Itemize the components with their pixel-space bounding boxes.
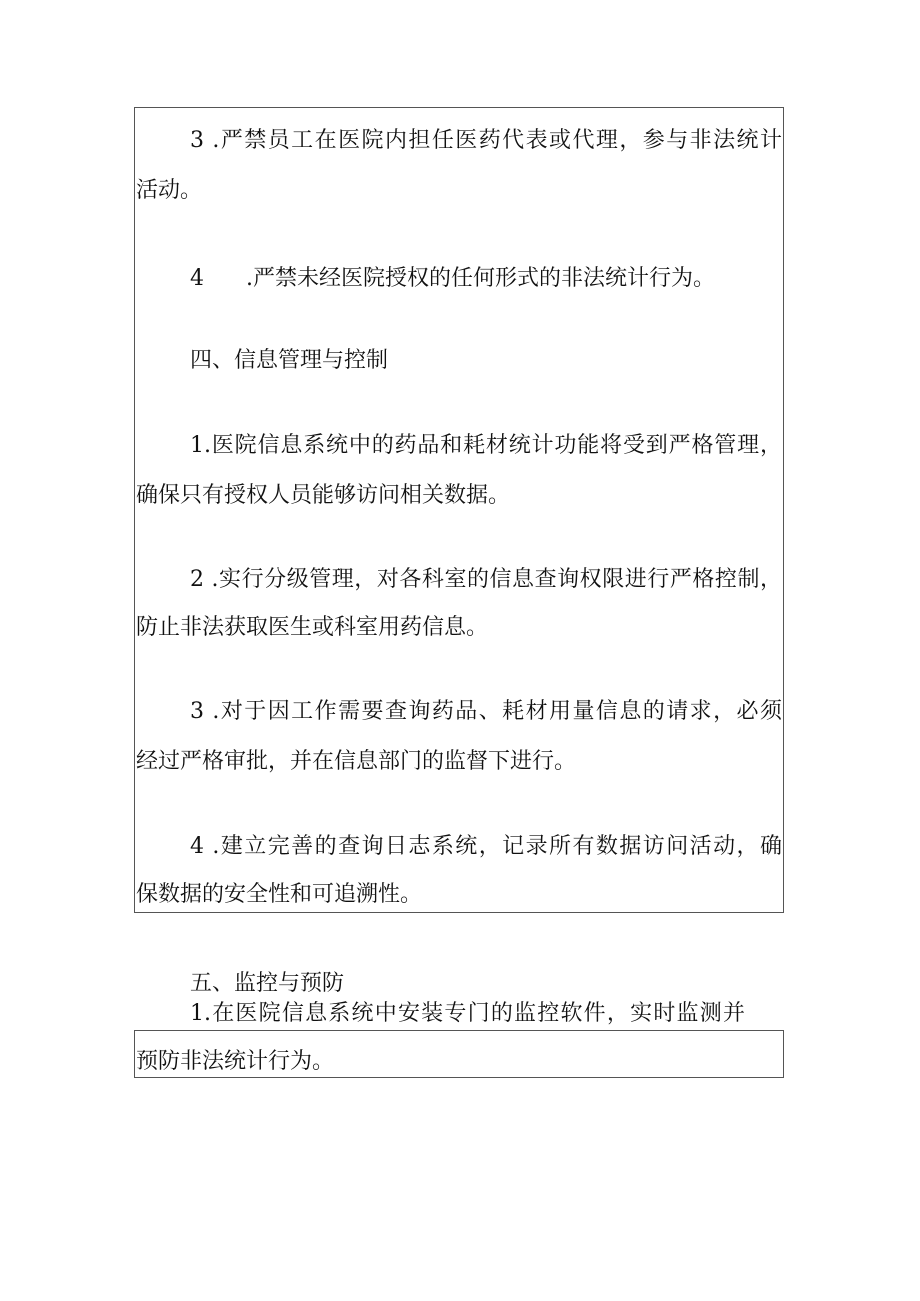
paragraph-line: 1.在医院信息系统中安装专门的监控软件，实时监测并 bbox=[190, 1001, 745, 1026]
section-heading: 四、信息管理与控制 bbox=[190, 348, 389, 373]
paragraph-line: 保数据的安全性和可追溯性。 bbox=[136, 882, 423, 907]
paragraph-line: 确保只有授权人员能够访问相关数据。 bbox=[136, 483, 511, 508]
paragraph-line: 预防非法统计行为。 bbox=[136, 1049, 335, 1074]
paragraph-line: 2 .实行分级管理，对各科室的信息查询权限进行严格控制， bbox=[190, 567, 782, 592]
paragraph-line: 活动。 bbox=[136, 178, 203, 203]
text-frame-main bbox=[134, 107, 784, 913]
paragraph-line: 防止非法获取医生或科室用药信息。 bbox=[136, 615, 489, 640]
paragraph-line: 4 .建立完善的查询日志系统，记录所有数据访问活动，确 bbox=[190, 834, 782, 859]
paragraph-line: 4 .严禁未经医院授权的任何形式的非法统计行为。 bbox=[190, 266, 715, 291]
paragraph-line: 3 .严禁员工在医院内担任医药代表或代理，参与非法统计 bbox=[190, 128, 782, 153]
paragraph-line: 经过严格审批，并在信息部门的监督下进行。 bbox=[136, 749, 577, 774]
paragraph-line: 3 .对于因工作需要查询药品、耗材用量信息的请求，必须 bbox=[190, 699, 782, 724]
paragraph-line: 1.医院信息系统中的药品和耗材统计功能将受到严格管理， bbox=[190, 433, 782, 458]
section-heading: 五、监控与预防 bbox=[190, 971, 345, 996]
